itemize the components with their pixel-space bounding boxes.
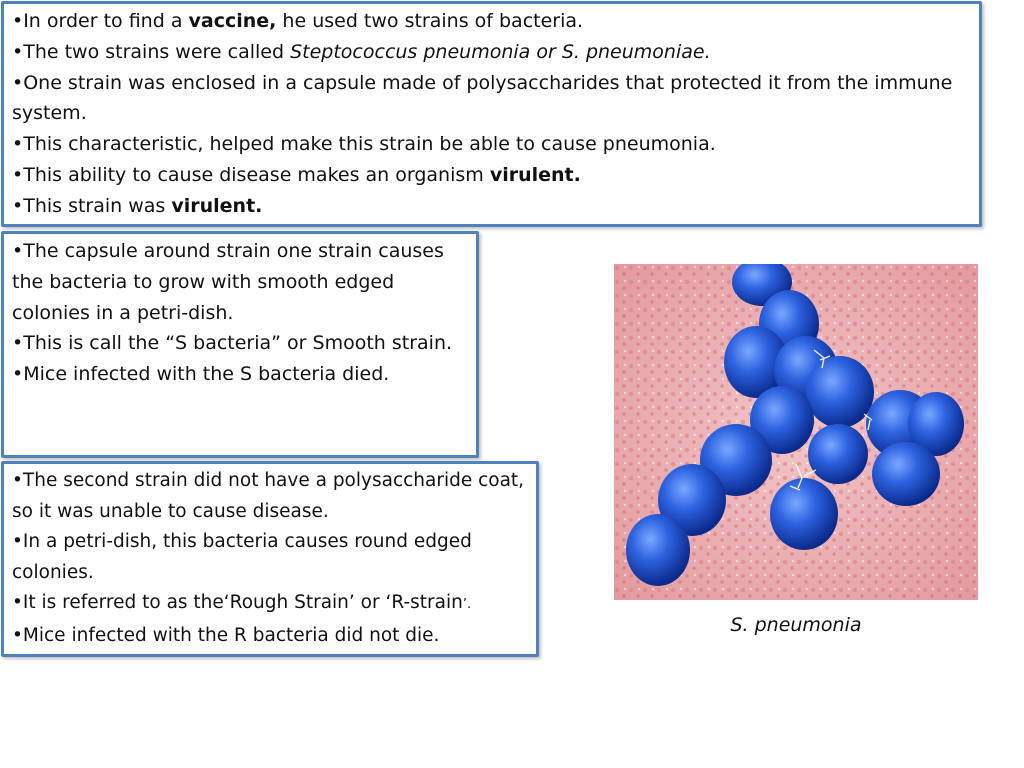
bullet-text: •It is referred to as the‘Rough Strain’ or ‘R-strain bbox=[12, 592, 463, 613]
bullet-virulent-definition bbox=[12, 160, 971, 191]
bullet-strain-names bbox=[12, 37, 971, 68]
bullet-second-strain: •The second strain did not have a polysaccharide coat, so it was unable to cause disease. bbox=[12, 470, 525, 522]
top-text-box bbox=[1, 1, 982, 227]
bullet-text-small: ’. bbox=[462, 597, 472, 612]
bullet-text: •This ability to cause disease makes an organism bbox=[12, 163, 490, 186]
bullet-text: •The two strains were called bbox=[12, 40, 291, 63]
figure-caption: S. pneumonia bbox=[730, 614, 862, 636]
bullet-vaccine bbox=[12, 6, 971, 37]
bacteria-micrograph bbox=[614, 264, 978, 600]
bullet-characteristic: •This characteristic, helped make this strain be able to cause pneumonia. bbox=[12, 133, 716, 156]
bold-term-virulent: virulent. bbox=[171, 194, 263, 217]
bullet-mice-died: •Mice infected with the S bacteria died. bbox=[12, 363, 390, 386]
bullet-s-bacteria: •This is call the “S bacteria” or Smooth strain. bbox=[12, 332, 453, 355]
bold-term-virulent: virulent. bbox=[489, 163, 581, 186]
bullet-text: •This strain was bbox=[12, 194, 172, 217]
bold-term-vaccine: vaccine, bbox=[188, 10, 277, 32]
bullet-capsule-colonies: •The capsule around strain one strain causes the bacteria to grow with smooth edged colonies in a petri-dish. bbox=[12, 240, 444, 324]
italic-species-name: Steptococcus pneumonia or S. pneumoniae. bbox=[290, 40, 711, 63]
bullet-text: he used two strains of bacteria. bbox=[276, 10, 584, 32]
bullet-mice-survived: •Mice infected with the R bacteria did not die. bbox=[12, 624, 440, 646]
bullet-text: •In order to find a bbox=[12, 10, 189, 32]
smooth-strain-text-box bbox=[1, 231, 479, 458]
bullet-round-colonies: •In a petri-dish, this bacteria causes round edged colonies. bbox=[12, 531, 472, 583]
rough-strain-text-box bbox=[1, 461, 539, 657]
bullet-strain-virulent bbox=[12, 191, 971, 222]
bullet-capsule: •One strain was enclosed in a capsule made of polysaccharides that protected it from the immune system. bbox=[12, 71, 953, 125]
bullet-rough-strain bbox=[12, 588, 528, 621]
